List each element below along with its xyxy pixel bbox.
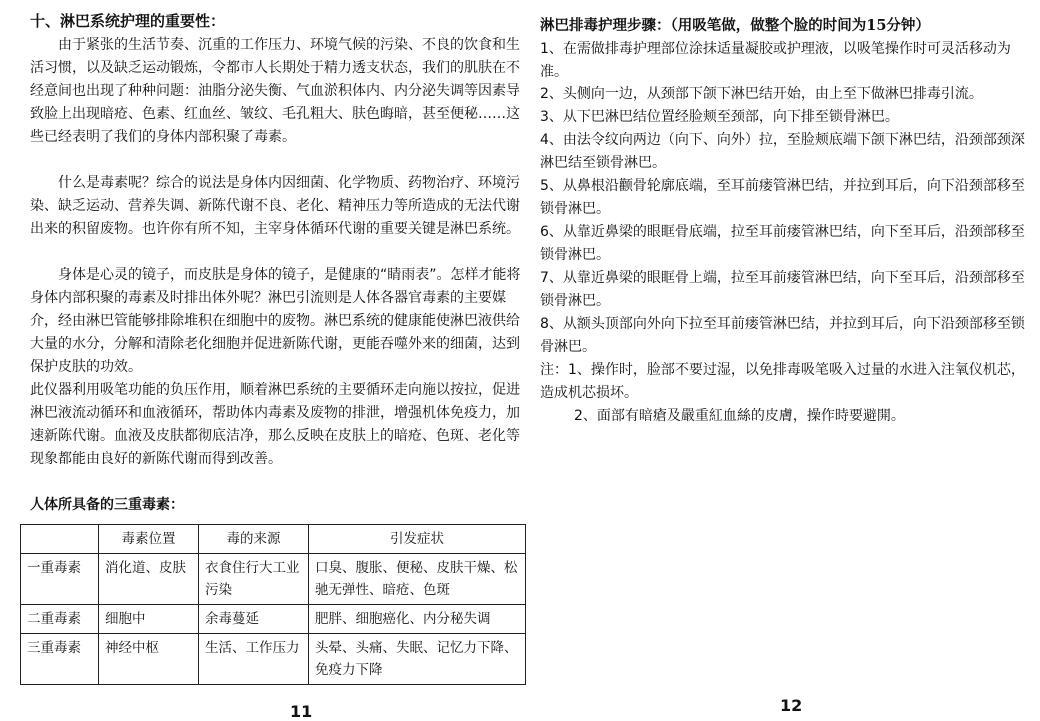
note-1: 注：1、操作时，脸部不要过湿，以免排毒吸笔吸入过量的水进入注氧仪机芯，造成机芯损坏。 [540, 362, 1025, 401]
table-header-cell: 毒素位置 [99, 525, 199, 554]
table-header-row [21, 525, 526, 554]
table-row [21, 554, 526, 605]
table-cell: 一重毒素 [21, 554, 99, 605]
paragraph-toxins: 什么是毒素呢？综合的说法是身体内因细菌、化学物质、药物治疗、环境污染、缺乏运动、营养失调、新陈代谢不良、老化、精神压力等所造成的无法代谢出来的积留废物。也许你有所不知，主宰身体循环代谢的重要关键是淋巴系统。 [30, 175, 520, 237]
step-item: 1、在需做排毒护理部位涂抹适量凝胶或护理液，以吸笔操作时可灵活移动为准。 [540, 41, 1011, 80]
table-header-cell: 引发症状 [309, 525, 526, 554]
step-item: 7、从靠近鼻梁的眼眶骨上端，拉至耳前瘘管淋巴结，向下至耳后，沿颈部移至锁骨淋巴。 [540, 270, 1025, 309]
step-item: 8、从额头顶部向外向下拉至耳前瘘管淋巴结，并拉到耳后，向下沿颈部移至锁骨淋巴。 [540, 316, 1025, 355]
table-cell: 二重毒素 [21, 605, 99, 634]
paragraph-intro: 由于紧张的生活节奏、沉重的工作压力、环境气候的污染、不良的饮食和生活习惯，以及缺乏运动锻炼，令都市人长期处于精力透支状态，我们的肌肤在不经意间也出现了种种问题：油脂分泌失衡、气血淤积体内、内分泌失调等因素导致脸上出现暗疮、色素、红血丝、皱纹、毛孔粗大、肤色晦暗，甚至便秘……这些已经表明了我们的身体内部积聚了毒素。 [30, 37, 520, 145]
table-row [21, 634, 526, 685]
step-item: 5、从鼻根沿颧骨轮廓底端，至耳前瘘管淋巴结，并拉到耳后，向下沿颈部移至锁骨淋巴。 [540, 178, 1025, 217]
table-cell: 余毒蔓延 [199, 605, 309, 634]
toxin-table [20, 524, 526, 685]
table-cell: 神经中枢 [99, 634, 199, 685]
table-cell: 消化道、皮肤 [99, 554, 199, 605]
table-cell: 生活、工作压力 [199, 634, 309, 685]
table-cell: 口臭、腹胀、便秘、皮肤干燥、松驰无弹性、暗疮、色斑 [309, 554, 526, 605]
page-number: 12 [780, 696, 803, 715]
table-header-cell [21, 525, 99, 554]
table-cell: 头晕、头痛、失眠、记忆力下降、免疫力下降 [309, 634, 526, 685]
steps-heading: 淋巴排毒护理步骤：（用吸笔做，做整个脸的时间为15分钟） [540, 17, 930, 34]
step-item: 2、头侧向一边，从颈部下颌下淋巴结开始，由上至下做淋巴排毒引流。 [540, 86, 983, 102]
table-header-cell: 毒的来源 [199, 525, 309, 554]
table-row [21, 605, 526, 634]
note-2: 2、面部有暗瘡及嚴重紅血絲的皮膚，操作時要避開。 [574, 408, 905, 424]
paragraph-skin-mirror: 身体是心灵的镜子，而皮肤是身体的镜子，是健康的“睛雨表”。怎样才能将身体内部积聚的毒素及时排出体外呢？淋巴引流则是人体各器官毒素的主要媒介，经由淋巴管能够排除堆积在细胞中的废物。淋巴系统的健康能使淋巴液供给大量的水分，分解和清除老化细胞并促进新陈代谢，更能吞噬外来的细菌，达到保护皮肤的功效。 [30, 267, 521, 375]
table-cell: 细胞中 [99, 605, 199, 634]
step-item: 4、由法令纹向两边（向下、向外）拉，至脸颊底端下颌下淋巴结，沿颈部颈深淋巴结至锁骨淋巴。 [540, 132, 1025, 171]
section-heading: 十、淋巴系统护理的重要性： [30, 12, 226, 30]
step-item: 3、从下巴淋巴结位置经脸颊至颈部，向下排至锁骨淋巴。 [540, 109, 899, 125]
table-cell: 肥胖、细胞癌化、内分秘失调 [309, 605, 526, 634]
table-cell: 三重毒素 [21, 634, 99, 685]
page-number: 11 [290, 702, 313, 721]
step-item: 6、从靠近鼻梁的眼眶骨底端，拉至耳前瘘管淋巴结，向下至耳后，沿颈部移至锁骨淋巴。 [540, 224, 1025, 263]
paragraph-device: 此仪器利用吸笔功能的负压作用，顺着淋巴系统的主要循环走向施以按拉，促进淋巴液流动循环和血液循环，帮助体内毒素及废物的排泄，增强机体免疫力，加速新陈代谢。血液及皮肤都彻底洁净，那么反映在皮肤上的暗疮、色斑、老化等现象都能由良好的新陈代谢而得到改善。 [30, 382, 520, 467]
table-cell: 衣食住行大工业污染 [199, 554, 309, 605]
table-title: 人体所具备的三重毒素： [30, 497, 184, 513]
